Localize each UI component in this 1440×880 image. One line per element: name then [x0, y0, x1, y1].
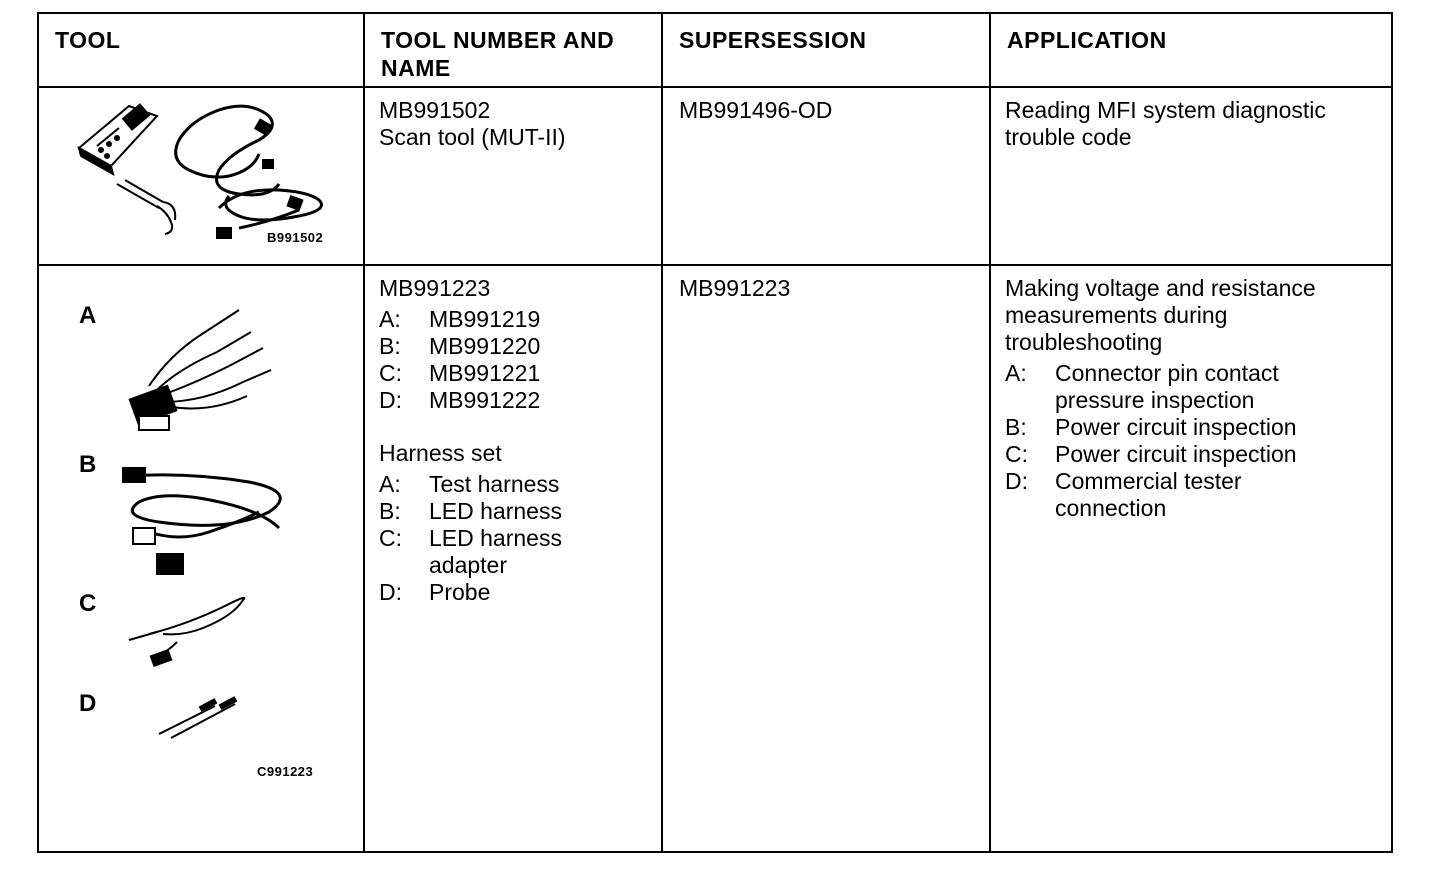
supersession-cell: [662, 265, 990, 852]
tool-image-cell: [38, 87, 364, 265]
header-application: APPLICATION: [990, 13, 1392, 87]
list-item: A: MB991219: [379, 306, 541, 332]
application-cell: [990, 265, 1392, 852]
supersession-value: MB991496-OD: [679, 97, 833, 123]
list-item: C: Power circuit inspection: [1005, 441, 1297, 467]
supersession-cell: [662, 87, 990, 265]
list-item: C: LED harness adapter: [379, 525, 562, 578]
tool-number: MB991502: [379, 97, 491, 123]
set-item-list: [379, 471, 651, 606]
set-name: Harness set: [379, 440, 502, 466]
list-item: D: Commercial tester connection: [1005, 468, 1242, 521]
application-text: Reading MFI system diagnostic trouble code: [1005, 97, 1326, 150]
image-code: B991502: [267, 230, 324, 245]
application-text: Making voltage and resistance measurements during troubleshooting: [1005, 275, 1316, 355]
special-tools-table: [37, 12, 1393, 853]
tool-number: MB991223: [379, 275, 491, 301]
tool-number-cell: [364, 265, 662, 852]
image-letter-d: D: [79, 690, 97, 717]
header-tool: TOOL: [38, 13, 364, 87]
header-row: [38, 13, 1392, 87]
list-item: D: Probe: [379, 579, 491, 605]
table-row: [38, 265, 1392, 852]
application-list: [1005, 360, 1381, 522]
list-item: B: MB991220: [379, 333, 541, 359]
table-row: [38, 87, 1392, 265]
tool-number-cell: [364, 87, 662, 265]
harness-set-illustration: [39, 266, 365, 826]
image-letter-c: C: [79, 590, 97, 617]
application-cell: [990, 87, 1392, 265]
list-item: C: MB991221: [379, 360, 541, 386]
list-item: A: Test harness: [379, 471, 560, 497]
part-list: [379, 306, 651, 414]
list-item: A: Connector pin contact pressure inspection: [1005, 360, 1279, 413]
image-code: C991223: [257, 764, 314, 779]
list-item: B: LED harness: [379, 498, 562, 524]
header-tool-number: TOOL NUMBER AND NAME: [364, 13, 662, 87]
image-letter-b: B: [79, 451, 97, 478]
tool-name: Scan tool (MUT-II): [379, 124, 566, 150]
tool-image-cell: [38, 265, 364, 852]
image-letter-a: A: [79, 302, 97, 329]
supersession-value: MB991223: [679, 275, 791, 301]
list-item: D: MB991222: [379, 387, 541, 413]
header-supersession: SUPERSESSION: [662, 13, 990, 87]
list-item: B: Power circuit inspection: [1005, 414, 1297, 440]
